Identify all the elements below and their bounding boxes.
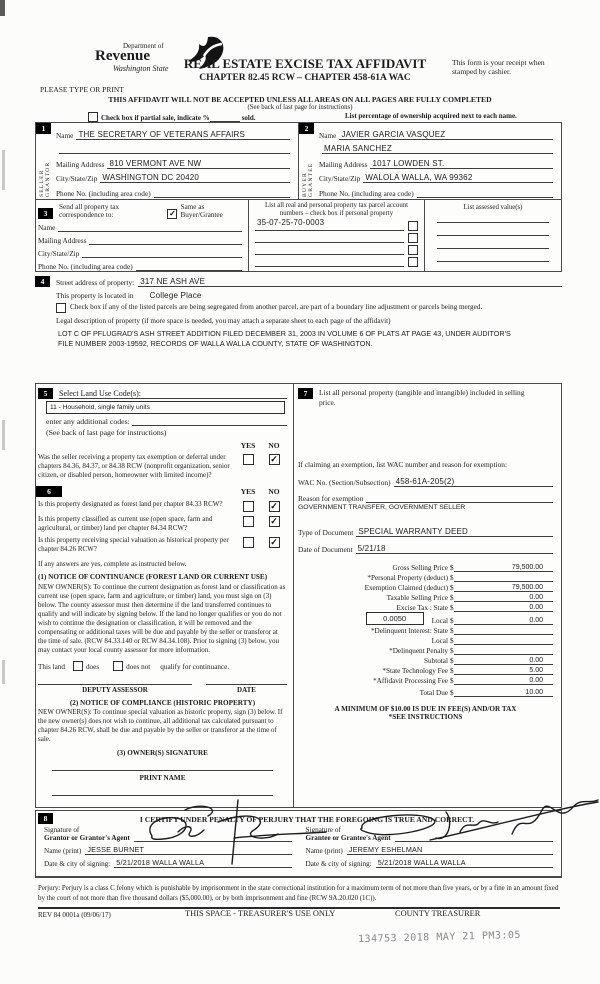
grantee-date-label: Date & city of signing:	[305, 860, 372, 868]
taxable-selling-price-value: 0.00	[529, 594, 543, 601]
sec6-no-header: NO	[268, 486, 280, 496]
grantor-signature-line[interactable]	[134, 841, 292, 842]
delinquent-interest-state-field[interactable]	[454, 634, 553, 635]
assessed-field-3[interactable]	[437, 236, 549, 249]
grantee-date-value: 5/21/2018 WALLA WALLA	[377, 858, 466, 867]
q1-yes-checkbox[interactable]	[243, 501, 254, 512]
tax-correspondence-section	[35, 199, 562, 272]
grantor-name-print-label: Name (print)	[44, 847, 82, 855]
section-2-number: 2	[299, 123, 314, 134]
additional-codes-label: enter any additional codes:	[46, 417, 130, 426]
buyer-mailing-value: 1017 LOWDEN ST.	[372, 158, 445, 168]
seller-phone-label: Phone No. (including area code)	[56, 188, 151, 198]
total-due-value: 10.00	[525, 689, 543, 696]
deputy-assessor-line[interactable]	[38, 683, 192, 685]
property-address-section	[35, 274, 562, 348]
corr-phone-label: Phone No. (including area code)	[38, 262, 133, 271]
assessed-field-4[interactable]	[437, 249, 549, 262]
seller-side-text-2: GRANTOR	[44, 161, 51, 197]
assessed-header: List assessed value(s)	[463, 204, 523, 211]
exemption-claimed-label: Exemption Claimed (deduct)	[364, 584, 448, 592]
delinquent-interest-state-label: *Delinquent Interest: State	[370, 627, 448, 635]
sec6-q3: Is this property receiving special valuation as historical property per chapter 84.26 RCW?	[38, 536, 229, 554]
q2-no-checkbox[interactable]	[269, 516, 280, 527]
section-8-number: 8	[38, 813, 53, 824]
land-use-column	[36, 384, 294, 807]
taxable-selling-price-label: Taxable Selling Price	[386, 594, 448, 602]
date-of-document-value: 5/21/18	[357, 544, 386, 553]
delinquent-penalty-field[interactable]	[454, 654, 553, 655]
form-revision: REV 84 0001a (09/06/17)	[38, 911, 111, 919]
legal-description-value: LOT C OF PFLUGRAD'S ASH STREET ADDITION FILED DECEMBER 31, 2003 IN VOLUME 6 OF PLATS AT PAGE 43, UNDER AUDITOR'S FILE NUMBER 2003-19592, RECORDS OF WALLA WALLA COUNTY, STATE OF WASHINGTON.	[58, 329, 511, 348]
buyer-mailing-field[interactable]	[370, 159, 553, 169]
parcel-field-4[interactable]	[255, 266, 404, 267]
treasurer-space-label: THIS SPACE - TREASURER'S USE ONLY	[185, 909, 336, 918]
excise-tax-state-field[interactable]	[454, 604, 553, 612]
print-name-line[interactable]	[52, 782, 273, 796]
grantor-date-value: 5/21/2018 WALLA WALLA	[116, 858, 205, 867]
segregated-checkbox[interactable]	[56, 303, 66, 313]
scan-artifact	[2, 150, 5, 190]
deputy-assessor-group	[38, 683, 192, 694]
delinquent-interest-local-label: Local	[431, 637, 448, 645]
tax-row-penalty	[298, 645, 553, 655]
corr-phone-field[interactable]	[136, 270, 242, 271]
receipt-note: This form is your receipt when stamped by cashier.	[452, 58, 545, 76]
gross-selling-price-field[interactable]	[454, 564, 553, 572]
sec5-no-header: NO	[268, 441, 280, 450]
grantor-date-field[interactable]	[114, 858, 291, 868]
certify-statement: I CERTIFY UNDER PENALTY OF PERJURY THAT THE FOREGOING IS TRUE AND CORRECT.	[139, 815, 475, 824]
section-4-number: 4	[35, 276, 50, 287]
corr-mailing-label: Mailing Address	[38, 236, 87, 245]
tax-row-personal	[298, 572, 553, 582]
dollar-sign: $	[450, 677, 454, 685]
buyer-phone-field[interactable]	[417, 197, 553, 198]
logo-state-text: Washington State	[113, 64, 169, 73]
dollar-sign: $	[450, 689, 454, 697]
seller-mailing-field[interactable]	[107, 159, 290, 169]
buyer-side-text-2: GRANTEE	[307, 162, 314, 197]
q2-yes-checkbox[interactable]	[243, 516, 254, 527]
personal-property-deduct-field[interactable]	[454, 581, 553, 582]
see-back-note: (See back of last page for instructions)	[247, 104, 353, 111]
tax-row-gross	[298, 562, 553, 572]
street-address-field[interactable]	[138, 277, 562, 287]
certification-section	[35, 810, 562, 878]
seller-mailing-value: 810 VERMONT AVE NW	[109, 158, 202, 168]
excise-tax-local-label: Local	[431, 617, 448, 625]
grantor-date-label: Date & city of signing:	[44, 860, 111, 868]
grantee-name-value: JEREMY ESHELMAN	[348, 845, 423, 854]
see-instructions-note: *SEE INSTRUCTIONS	[388, 713, 463, 721]
this-land-label: This land	[38, 663, 65, 672]
land-use-and-tax-block	[35, 383, 562, 808]
personal-property-deduct-label: *Personal Property (deduct)	[367, 574, 448, 582]
corr-name-field[interactable]	[58, 231, 242, 232]
parcel-1-personal-checkbox[interactable]	[408, 221, 418, 231]
owners-signature-line[interactable]	[52, 757, 273, 771]
sec5-yes-checkbox[interactable]	[243, 454, 254, 465]
buyer-csz-value: WALOLA WALLA, WA 99362	[365, 173, 473, 182]
logo-dept-text: Department of	[123, 42, 164, 50]
buyer-name2-field[interactable]	[322, 144, 553, 154]
checkmark-glyph: ✓	[270, 515, 278, 526]
excise-tax-state-value: 0.00	[529, 604, 543, 611]
dollar-sign: $	[450, 584, 454, 592]
dollar-sign: $	[450, 604, 454, 612]
tax-row-taxable	[298, 592, 553, 602]
date-group	[206, 683, 287, 694]
buyer-csz-field[interactable]	[363, 173, 553, 183]
scan-artifact	[2, 420, 5, 450]
q3-no-checkbox[interactable]	[269, 537, 280, 548]
assessed-values-block	[424, 200, 561, 271]
affidavit-processing-fee-value: 0.00	[529, 677, 543, 684]
does-not-label: does not	[126, 663, 151, 672]
warning-note: THIS AFFIDAVIT WILL NOT BE ACCEPTED UNLESS ALL AREAS ON ALL PAGES ARE FULLY COMPLETED	[108, 95, 492, 104]
q3-yes-checkbox[interactable]	[243, 537, 254, 548]
dollar-sign: $	[450, 594, 454, 602]
subtotal-field[interactable]	[454, 657, 553, 665]
deputy-assessor-label: DEPUTY ASSESSOR	[82, 686, 148, 695]
if-yes-note: If any answers are yes, complete as instructed below.	[38, 560, 187, 569]
located-in-value: College Place	[149, 291, 202, 300]
grantee-role-label: Grantee or Grantee's Agent	[305, 834, 391, 842]
dollar-sign: $	[450, 574, 454, 582]
ownership-note: List percentage of ownership acquired next to each name.	[345, 112, 517, 120]
perjury-note: Perjury: Perjury is a class C felony which is punishable by imprisonment in the state correctional institution for a maximum term of not more than five years, or by a fine in an amount fixed by the court of not more than five thousand dollars ($5,000.00), or by both imprisonment and fine (RCW 9A.20.020 (1C)).	[38, 884, 560, 909]
corr-csz-label: City/State/Zip	[38, 249, 80, 258]
parcel-2-personal-checkbox[interactable]	[408, 233, 418, 243]
buyer-name-field[interactable]	[339, 130, 553, 140]
land-use-code-select[interactable]: 11 - Household, single family units	[46, 401, 285, 414]
buyer-name-value: JAVIER GARCIA VASQUEZ	[341, 129, 446, 139]
excise-tax-local-value: 0.00	[529, 617, 543, 624]
seller-buyer-section	[35, 122, 562, 200]
section-1-number: 1	[36, 123, 51, 134]
seller-phone-field[interactable]	[154, 197, 290, 198]
reason-exemption-field[interactable]	[366, 502, 553, 503]
buyer-name2-value: MARIA SANCHEZ	[324, 144, 392, 153]
tax-row-local	[298, 612, 553, 625]
type-of-document-field[interactable]	[356, 527, 553, 537]
checkmark-glyph: ✓	[270, 500, 278, 511]
affidavit-processing-fee-label: *Affidavit Processing Fee	[373, 677, 448, 685]
notice1-paragraph: NEW OWNER(S): To continue the current designation as forest land or classification as current use (open space, farm and agriculture, or timber) land, you must sign on (3) below. The county assessor must then determine if the land transferred continues to qualify and will indicate by signing below. If the land no longer qualifies or you do not wish to continue the designation or classification, it will be removed and the compensating or additional taxes will be due and payable by the seller or transferor at the time of sale. (RCW 84.33.140 or RCW 84.34.108). Prior to signing (3) below, you may contact your local county assessor for more information.	[38, 583, 286, 655]
street-address-label: Street address of property:	[56, 278, 135, 287]
sec5-see-back: (See back of last page for instructions)	[46, 428, 167, 437]
grantor-name-value: JESSE BURNET	[87, 845, 145, 854]
tax-row-exemption	[298, 582, 553, 592]
seller-side-label	[37, 136, 52, 197]
seller-name-label: Name	[56, 130, 74, 140]
section-5-number: 5	[38, 388, 53, 399]
dollar-sign: $	[450, 657, 454, 665]
scan-artifact	[2, 660, 5, 684]
gross-selling-price-label: Gross Selling Price	[392, 564, 448, 572]
section-3-number: 3	[38, 208, 53, 219]
total-due-field[interactable]	[454, 689, 553, 697]
county-treasurer-label: COUNTY TREASURER	[395, 909, 481, 918]
seller-csz-label: City/State/Zip	[56, 174, 98, 183]
grantor-role-label: Grantor or Grantor's Agent	[44, 834, 130, 842]
print-name-title: PRINT NAME	[139, 774, 186, 783]
does-label: does	[85, 663, 100, 672]
assessor-date-line[interactable]	[206, 683, 287, 685]
gross-selling-price-value: 79,500.00	[511, 564, 543, 571]
dollar-sign: $	[450, 564, 454, 572]
grantee-signature-label	[306, 826, 391, 842]
sec6-q2: Is this property classified as current use (open space, farm and agricultural, or timber) land per chapter 84.34 RCW?	[38, 514, 213, 532]
parcel-1-value: 35-07-25-70-0003	[257, 218, 325, 228]
date-of-document-label: Date of Document	[298, 545, 353, 554]
q1-no-checkbox[interactable]	[269, 501, 280, 512]
sec5-no-checkbox[interactable]	[269, 454, 280, 465]
wac-no-value: 458-61A-205(2)	[395, 477, 455, 486]
date-of-document-field[interactable]	[356, 544, 553, 554]
state-technology-fee-field[interactable]	[454, 667, 553, 675]
claiming-exemption-label: If claiming an exemption, list WAC number and reason for exemption:	[298, 460, 508, 469]
does-not-checkbox[interactable]	[113, 661, 123, 671]
parcel-field-3[interactable]	[255, 254, 404, 255]
grantee-signature-block	[302, 826, 562, 868]
dollar-sign: $	[450, 637, 454, 645]
section-6-number: 6	[36, 486, 62, 497]
scan-artifact	[0, 0, 5, 16]
partial-sale-checkbox[interactable]	[88, 112, 98, 122]
parcel-numbers-block	[248, 200, 424, 271]
buyer-side-label	[300, 136, 315, 197]
treasurer-date-stamp: 134753 2018 MAY 21 PM3:05	[357, 929, 522, 946]
corr-mailing-field[interactable]	[89, 244, 242, 245]
buyer-name-label: Name	[319, 130, 337, 140]
exemption-claimed-value: 79,500.00	[511, 584, 543, 591]
seller-mailing-label: Mailing Address	[56, 159, 105, 169]
personal-property-label: List all personal property (tangible and intangible) included in selling price.	[319, 388, 525, 407]
dollar-sign: $	[450, 647, 454, 655]
grantee-date-field[interactable]	[376, 858, 553, 868]
parcel-field-2[interactable]	[255, 242, 404, 243]
excise-tax-local-field[interactable]	[454, 617, 553, 625]
seller-csz-field[interactable]	[100, 173, 290, 183]
taxable-selling-price-field[interactable]	[454, 594, 553, 602]
seller-side-text-1: SELLER	[38, 169, 45, 197]
grantor-name-field[interactable]	[85, 845, 291, 855]
grantor-signature-label	[44, 826, 130, 842]
tax-column	[294, 384, 561, 807]
form-chapter: CHAPTER 82.45 RCW – CHAPTER 458-61A WAC	[199, 73, 411, 83]
dollar-sign: $	[450, 667, 454, 675]
does-checkbox[interactable]	[73, 661, 83, 671]
sec6-yes-header: YES	[240, 486, 256, 496]
grantee-name-field[interactable]	[347, 845, 553, 855]
subtotal-label: Subtotal	[424, 657, 448, 665]
state-technology-fee-label: *State Technology Fee	[382, 667, 448, 675]
checkmark-glyph: ✓	[270, 537, 278, 548]
assessed-field-2[interactable]	[437, 223, 549, 236]
corr-name-label: Name	[38, 223, 56, 232]
parcel-field-1[interactable]	[255, 212, 404, 231]
exemption-claimed-field[interactable]	[454, 584, 553, 592]
signature-of-label: Signature of	[305, 826, 341, 834]
grantee-name-print-label: Name (print)	[305, 847, 343, 855]
state-technology-fee-value: 5.00	[529, 667, 543, 674]
please-type-note: PLEASE TYPE OR PRINT	[40, 85, 124, 94]
street-address-value: 317 NE ASH AVE	[140, 277, 206, 286]
send-correspondence-label: Send all property tax correspondence to:	[59, 203, 120, 219]
buyer-mailing-label: Mailing Address	[319, 159, 368, 169]
same-as-buyer-label: Same as Buyer/Grantee	[180, 203, 223, 219]
buyer-phone-label: Phone No. (including area code)	[319, 188, 414, 198]
notice2-paragraph: NEW OWNER(S): To continue special valuation as historic property, sign (3) below. If the new owner(s) does not wish to continue, all additional tax calculated pursuant to chapter 84.26 RCW, shall be due and payable by the seller or transferor at the time of sale.	[38, 708, 283, 744]
grantor-signature-block	[36, 826, 302, 868]
sec6-q1: Is this property designated as forest land per chapter 84.33 RCW?	[38, 499, 223, 508]
same-as-buyer-checkbox[interactable]	[167, 209, 177, 219]
segregated-label: Check box if any of the listed parcels are being segregated from another parcel, are part of a boundary line adjustment or parcels being merged.	[70, 303, 483, 311]
tax-row-total	[298, 685, 553, 697]
owners-signature-title: (3) OWNER(S) SIGNATURE	[117, 749, 208, 758]
delinquent-penalty-label: *Delinquent Penalty	[389, 647, 448, 655]
reason-exemption-label: Reason for exemption	[298, 494, 364, 503]
subtotal-value: 0.00	[529, 657, 543, 664]
dollar-sign: $	[450, 617, 454, 625]
excise-tax-state-label: Excise Tax : State	[396, 604, 448, 612]
wac-no-label: WAC No. (Section/Subsection)	[298, 478, 391, 487]
located-in-label: This property is located in	[56, 291, 134, 300]
assessed-field-1[interactable]	[437, 211, 549, 223]
minimum-fee-note: A MINIMUM OF $10.00 IS DUE IN FEE(S) AND/OR TAX	[334, 705, 517, 713]
delinquent-interest-local-field[interactable]	[454, 644, 553, 645]
type-of-document-value: SPECIAL WARRANTY DEED	[358, 527, 469, 536]
tax-row-processing-fee	[298, 675, 553, 685]
qualify-label: qualify for continuance.	[160, 663, 230, 672]
wac-no-field[interactable]	[394, 477, 553, 487]
sold-label: sold.	[241, 114, 256, 122]
legal-description-label: Legal description of property (if more space is needed, you may attach a separate sheet to each page of the affidavit)	[56, 317, 391, 325]
form-title: REAL ESTATE EXCISE TAX AFFIDAVIT	[183, 56, 427, 71]
parcel-header: List all real and personal property tax parcel account numbers – check box if personal property	[264, 202, 409, 218]
sec5-yes-header: YES	[240, 441, 256, 450]
reason-exemption-value: GOVERNMENT TRANSFER, GOVERNMENT SELLER	[298, 504, 466, 511]
sec5-question: Was the seller receiving a property tax exemption or deferral under chapters 84.36, 84.37, or 84.38 RCW (nonprofit organization, senior citizen, or disabled person, homeowner with limited income)?	[38, 453, 230, 480]
corr-csz-field[interactable]	[82, 257, 242, 258]
land-use-title: Select Land Use Code(s):	[59, 389, 287, 399]
total-due-label: Total Due	[419, 689, 448, 697]
seller-csz-value: WASHINGTON DC 20420	[102, 173, 200, 182]
notice1-title: (1) NOTICE OF CONTINUANCE (FOREST LAND OR CURRENT USE)	[38, 573, 268, 582]
seller-name-field[interactable]	[76, 130, 290, 140]
partial-sale-label: Check box if partial sale, indicate %	[101, 114, 210, 122]
buyer-side-text-1: BUYER	[301, 172, 308, 197]
affidavit-processing-fee-field[interactable]	[454, 677, 553, 685]
parcel-3-personal-checkbox[interactable]	[408, 245, 418, 255]
seller-name2-field[interactable]	[59, 153, 290, 154]
local-rate-box[interactable]: 0.0050	[366, 612, 424, 625]
checkmark-glyph: ✓	[169, 209, 176, 218]
type-of-document-label: Type of Document	[298, 528, 354, 537]
checkmark-glyph: ✓	[270, 454, 278, 464]
signature-of-label: Signature of	[44, 826, 80, 834]
tax-row-delinq-state	[298, 625, 553, 635]
tax-row-tech-fee	[298, 665, 553, 675]
dollar-sign: $	[450, 627, 454, 635]
seller-block	[36, 123, 299, 199]
parcel-4-personal-checkbox[interactable]	[408, 257, 418, 267]
logo-revenue-text: Revenue	[95, 48, 150, 64]
notice2-title: (2) NOTICE OF COMPLIANCE (HISTORIC PROPERTY)	[69, 699, 256, 708]
tax-row-excise-state	[298, 602, 553, 612]
seller-name-value: THE SECRETARY OF VETERANS AFFAIRS	[78, 129, 246, 139]
tax-row-subtotal	[298, 655, 553, 665]
section-7-number: 7	[298, 388, 313, 399]
buyer-block	[299, 123, 561, 199]
correspondence-block	[36, 200, 248, 271]
tax-row-delinq-local	[298, 635, 553, 645]
assessor-date-label: DATE	[237, 686, 256, 695]
grantee-signature-line[interactable]	[395, 841, 553, 842]
buyer-csz-label: City/State/Zip	[319, 174, 361, 183]
additional-codes-field[interactable]	[132, 425, 287, 426]
